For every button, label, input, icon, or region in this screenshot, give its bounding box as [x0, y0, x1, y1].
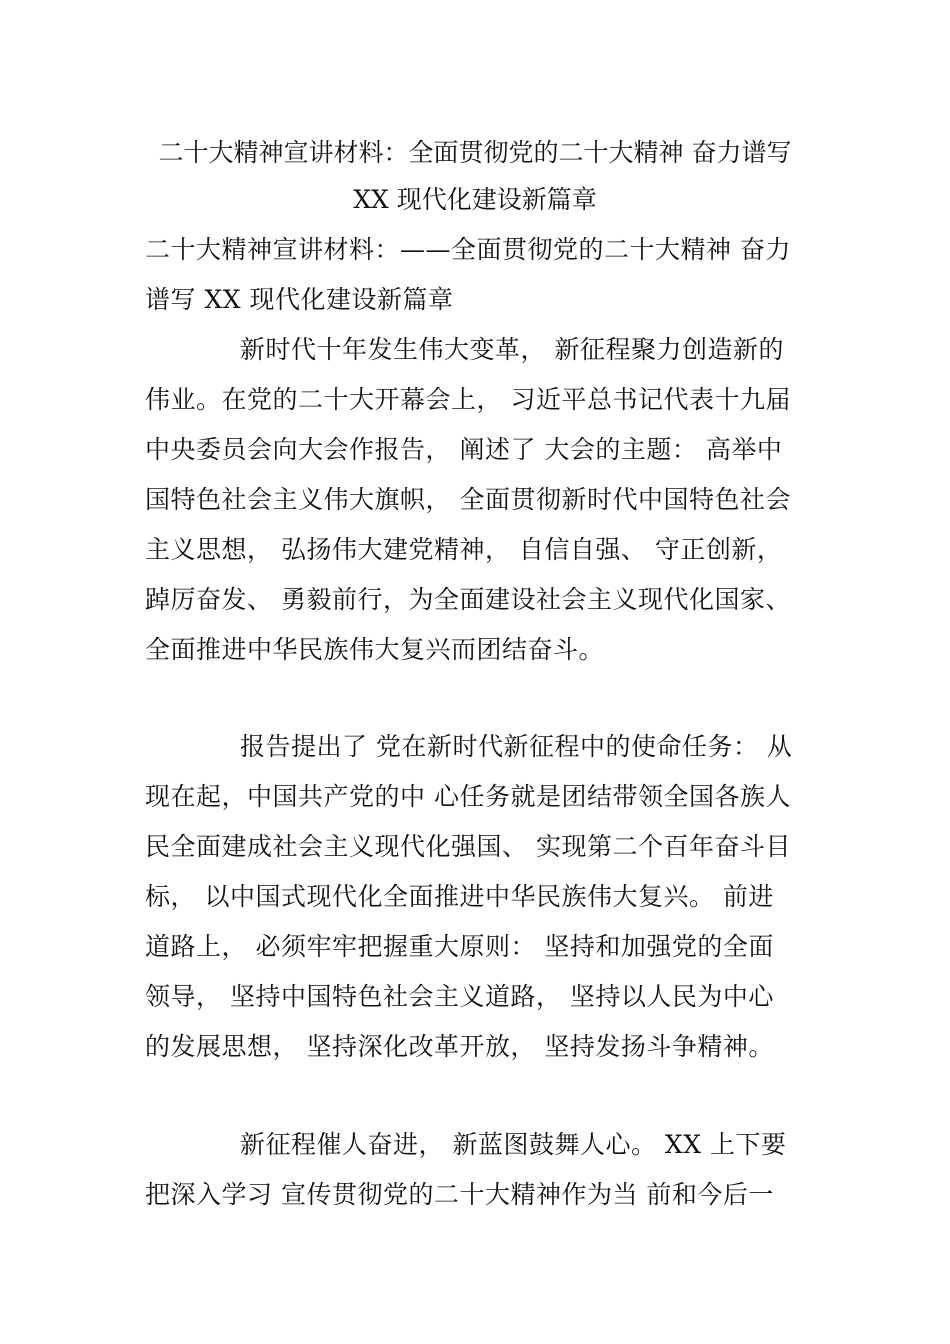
paragraph-line: 伟业。在党的二十大开幕会上， 习近平总书记代表十九届: [145, 385, 791, 414]
paragraph-line: 新征程催人奋进， 新蓝图鼓舞人心。 XX 上下要: [240, 1130, 787, 1159]
subtitle-line-1: 二十大精神宣讲材料：——全面贯彻党的二十大精神 奋力: [145, 235, 791, 264]
paragraph-line: 全面推进中华民族伟大复兴而团结奋斗。: [145, 635, 605, 664]
paragraph-line: 新时代十年发生伟大变革， 新征程聚力创造新的: [240, 335, 784, 364]
paragraph-line: 主义思想， 弘扬伟大建党精神， 自信自强、 守正创新，: [145, 535, 783, 564]
paragraph-line: 领导， 坚持中国特色社会主义道路， 坚持以人民为中心: [145, 982, 774, 1011]
paragraph-line: 现在起，中国共产党的中 心任务就是团结带领全国各族人: [145, 782, 791, 811]
paragraph-line: 中央委员会向大会作报告， 阐述了 大会的主题： 高举中: [145, 435, 783, 464]
paragraph-line: 踔厉奋发、 勇毅前行，为全面建设社会主义现代化国家、: [145, 585, 791, 614]
document-title-line-2: XX 现代化建设新篇章: [353, 185, 597, 214]
subtitle-line-2: 谱写 XX 现代化建设新篇章: [145, 285, 454, 314]
paragraph-line: 把深入学习 宣传贯彻党的二十大精神作为当 前和今后一: [145, 1180, 774, 1209]
paragraph-line: 道路上， 必须牢牢把握重大原则： 坚持和加强党的全面: [145, 932, 774, 961]
paragraph-line: 民全面建成社会主义现代化强国、 实现第二个百年奋斗目: [145, 832, 791, 861]
document-title-line-1: 二十大精神宣讲材料：全面贯彻党的二十大精神 奋力谱写: [158, 138, 792, 167]
paragraph-line: 标， 以中国式现代化全面推进中华民族伟大复兴。 前进: [145, 882, 774, 911]
paragraph-line: 报告提出了 党在新时代新征程中的使命任务： 从: [240, 732, 793, 761]
paragraph-line: 国特色社会主义伟大旗帜， 全面贯彻新时代中国特色社会: [145, 485, 791, 514]
paragraph-line: 的发展思想， 坚持深化改革开放， 坚持发扬斗争精神。: [145, 1032, 774, 1061]
